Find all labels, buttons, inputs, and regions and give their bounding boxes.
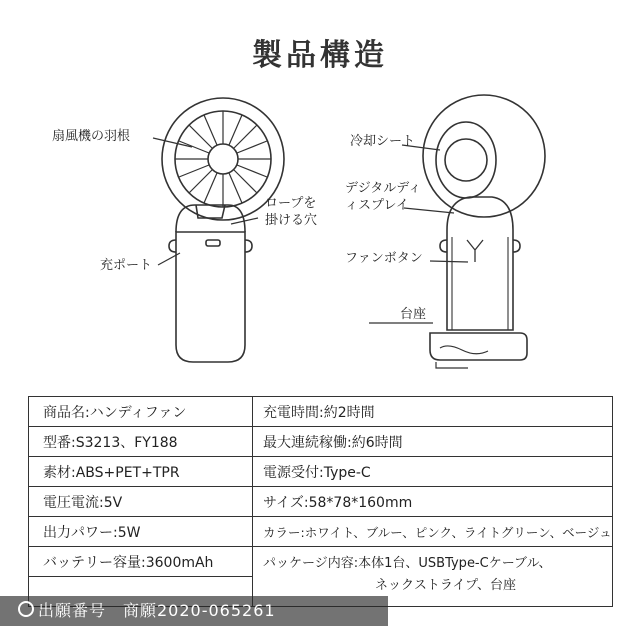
table-row bbox=[29, 547, 613, 577]
watermark-banner bbox=[0, 596, 388, 626]
page-title: 製品構造 bbox=[252, 38, 388, 73]
label-digital-display-line2: ィスプレイ bbox=[345, 198, 409, 213]
spec-cell: 出力パワー:5W bbox=[29, 517, 253, 547]
label-base: 台座 bbox=[400, 307, 427, 322]
label-digital-display-line1: デジタルディ bbox=[345, 181, 422, 196]
label-fan-blade: 扇風機の羽根 bbox=[52, 129, 131, 144]
spec-cell: 充電時間:約2時間 bbox=[253, 397, 613, 427]
spec-cell: 電源受付:Type-C bbox=[253, 457, 613, 487]
label-rope-hole-line2: 掛ける穴 bbox=[265, 213, 318, 228]
spec-cell: 型番:S3213、FY188 bbox=[29, 427, 253, 457]
spec-table bbox=[28, 396, 613, 607]
spec-cell-battery: バッテリー容量:3600mAh bbox=[29, 547, 253, 577]
spec-cell: 商品名:ハンディファン bbox=[29, 397, 253, 427]
package-line1: パッケージ内容:本体1台、USBType-Cケーブル、 bbox=[263, 556, 552, 571]
fan-blades bbox=[175, 111, 271, 207]
table-row bbox=[29, 397, 613, 427]
search-icon bbox=[18, 601, 34, 617]
package-line2: ネックストライプ、台座 bbox=[375, 578, 517, 593]
spec-cell: サイズ:58*78*160mm bbox=[253, 487, 613, 517]
label-fan-button: ファンボタン bbox=[345, 251, 423, 266]
spec-cell: 電圧電流:5V bbox=[29, 487, 253, 517]
table-row bbox=[29, 457, 613, 487]
watermark-text: 出願番号 商願2020-065261 bbox=[38, 601, 276, 620]
table-row bbox=[29, 517, 613, 547]
label-cooling-sheet: 冷却シート bbox=[350, 134, 416, 149]
spec-cell: 最大連続稼働:約6時間 bbox=[253, 427, 613, 457]
spec-cell: カラー:ホワイト、ブルー、ピンク、ライトグリーン、ベージュ bbox=[253, 517, 613, 547]
table-row bbox=[29, 427, 613, 457]
label-charge-port: 充ポート bbox=[100, 258, 153, 273]
label-rope-hole-line1: ロープを bbox=[265, 196, 317, 211]
spec-cell: 素材:ABS+PET+TPR bbox=[29, 457, 253, 487]
table-row bbox=[29, 487, 613, 517]
left-fan-illustration bbox=[153, 98, 284, 362]
